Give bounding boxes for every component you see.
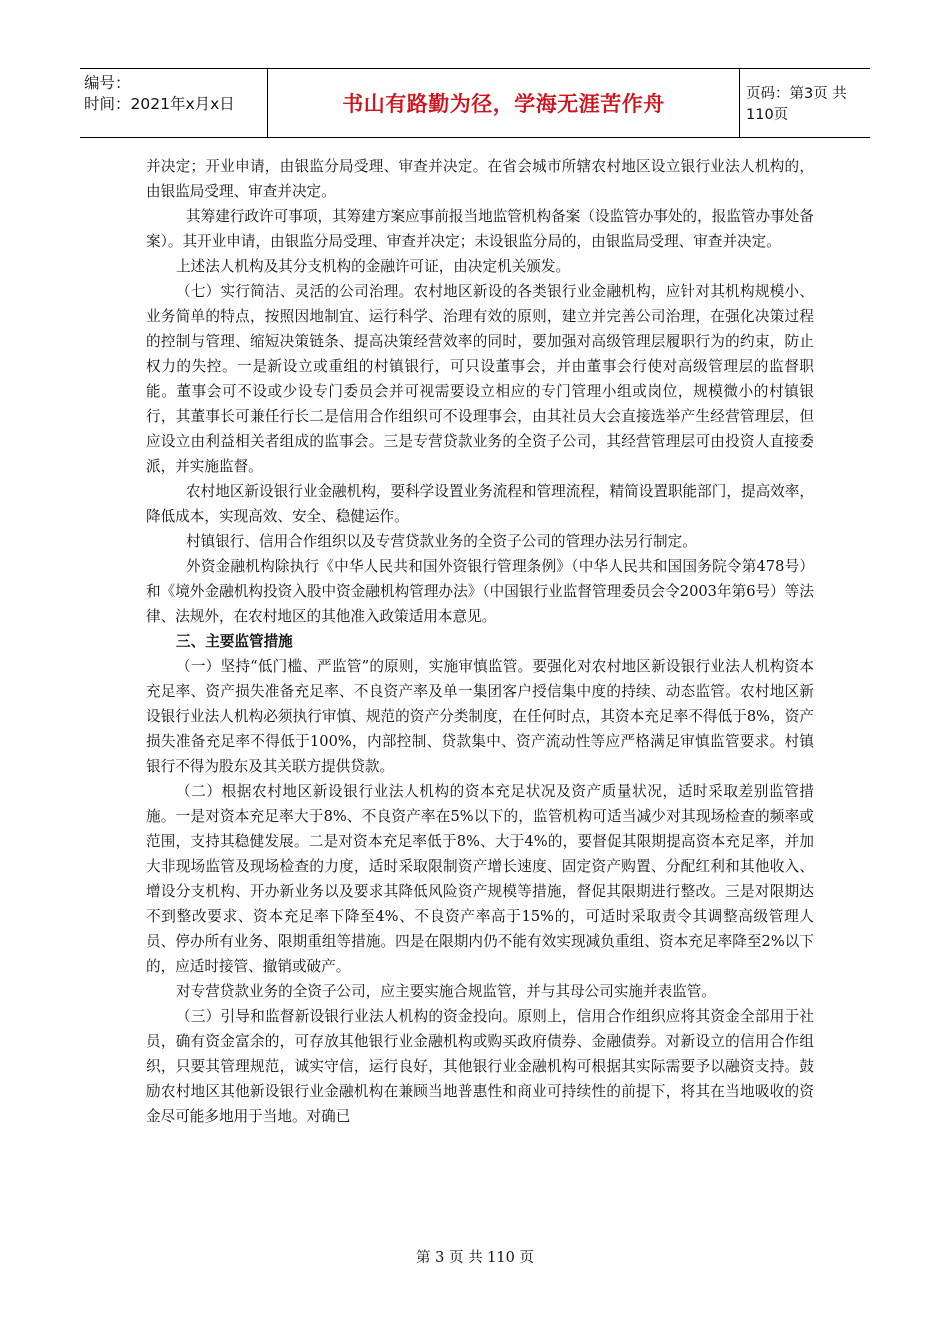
page-header <box>80 68 870 138</box>
body-paragraph: 村镇银行、信用合作组织以及专营贷款业务的全资子公司的管理办法另行制定。 <box>186 533 697 550</box>
page-footer <box>0 1246 950 1267</box>
body-paragraph: 其筹建行政许可事项，其筹建方案应事前报当地监管机构备案（设监管办事处的，报监管办事处备案）。其开业申请，由银监分局受理、审查并决定；未设银监分局的，由银监局受理、审查并决定。 <box>146 208 814 250</box>
body-paragraph: （七）实行简洁、灵活的公司治理。农村地区新设的各类银行业金融机构，应针对其机构规模小、业务简单的特点，按照因地制宜、运行科学、治理有效的原则，建立并完善公司治理，在强化决策过程的控制与管理、缩短决策链条、提高决策经营效率的同时，要加强对高级管理层履职行为的约束，防止权力的失控。一是新设立或重组的村镇银行，可只设董事会，并由董事会行使对高级管理层的监督职能。董事会可不设或少设专门委员会并可视需要设立相应的专门管理小组或岗位，规模微小的村镇银行，其董事长可兼任行长二是信用合作组织可不设理事会，由其社员大会直接选举产生经营管理层，但应设立由利益相关者组成的监事会。三是专营贷款业务的全资子公司，其经营管理层可由投资人直接委派，并实施监督。 <box>146 283 814 475</box>
body-paragraph: （一）坚持“低门槛、严监管”的原则，实施审慎监管。要强化对农村地区新设银行业法人机构资本充足率、资产损失准备充足率、不良资产率及单一集团客户授信集中度的持续、动态监管。农村地区新设银行业法人机构必须执行审慎、规范的资产分类制度，在任何时点，其资本充足率不得低于8%，资产损失准备充足率不得低于100%，内部控制、贷款集中、资产流动性等应严格满足审慎监管要求。村镇银行不得为股东及其关联方提供贷款。 <box>146 658 814 775</box>
footer-page-number: 第 3 页 共 110 页 <box>416 1250 534 1266</box>
header-page-info: 页码：第3页 共110页 <box>746 86 847 123</box>
document-number-label: 编号： <box>84 74 131 92</box>
document-body <box>146 154 814 1129</box>
section-heading: 三、主要监管措施 <box>176 633 293 650</box>
header-page-cell <box>740 69 870 137</box>
body-paragraph: （二）根据农村地区新设银行业法人机构的资本充足状况及资产质量状况，适时采取差别监管措施。一是对资本充足率大于8%、不良资产率在5%以下的，监管机构可适当减少对其现场检查的频率或范围，支持其稳健发展。二是对资本充足率低于8%、大于4%的，要督促其限期提高资本充足率，并加大非现场监管及现场检查的力度，适时采取限制资产增长速度、固定资产购置、分配红利和其他收入、增设分支机构、开办新业务以及要求其降低风险资产规模等措施，督促其限期进行整改。三是对限期达不到整改要求、资本充足率下降至4%、不良资产率高于15%的，可适时采取责令其调整高级管理人员、停办所有业务、限期重组等措施。四是在限期内仍不能有效实现减负重组、资本充足率降至2%以下的，应适时接管、撤销或破产。 <box>146 783 814 975</box>
body-paragraph: 外资金融机构除执行《中华人民共和国外资银行管理条例》（中华人民共和国国务院令第478号）和《境外金融机构投资入股中资金融机构管理办法》（中国银行业监督管理委员会令2003年第6号）等法律、法规外，在农村地区的其他准入政策适用本意见。 <box>146 558 814 625</box>
body-paragraph: 对专营贷款业务的全资子公司，应主要实施合规监管，并与其母公司实施并表监管。 <box>176 983 716 1000</box>
body-paragraph: 上述法人机构及其分支机构的金融许可证，由决定机关颁发。 <box>176 258 571 275</box>
document-time-label: 时间：2021年x月x日 <box>84 95 235 113</box>
header-motto-cell <box>268 69 740 137</box>
body-paragraph: 农村地区新设银行业金融机构，要科学设置业务流程和管理流程，精简设置职能部门，提高效率，降低成本，实现高效、安全、稳健运作。 <box>146 483 814 525</box>
header-meta-cell <box>80 69 268 137</box>
body-paragraph: 并决定；开业申请，由银监分局受理、审查并决定。在省会城市所辖农村地区设立银行业法人机构的，由银监局受理、审查并决定。 <box>146 158 814 200</box>
header-motto: 书山有路勤为径，学海无涯苦作舟 <box>342 92 665 116</box>
body-paragraph: （三）引导和监督新设银行业法人机构的资金投向。原则上，信用合作组织应将其资金全部用于社员，确有资金富余的，可存放其他银行业金融机构或购买政府债券、金融债券。对新设立的信用合作组织，只要其管理规范，诚实守信，运行良好，其他银行业金融机构可根据其实际需要予以融资支持。鼓励农村地区其他新设银行业金融机构在兼顾当地普惠性和商业可持续性的前提下，将其在当地吸收的资金尽可能多地用于当地。对确已 <box>146 1008 814 1125</box>
